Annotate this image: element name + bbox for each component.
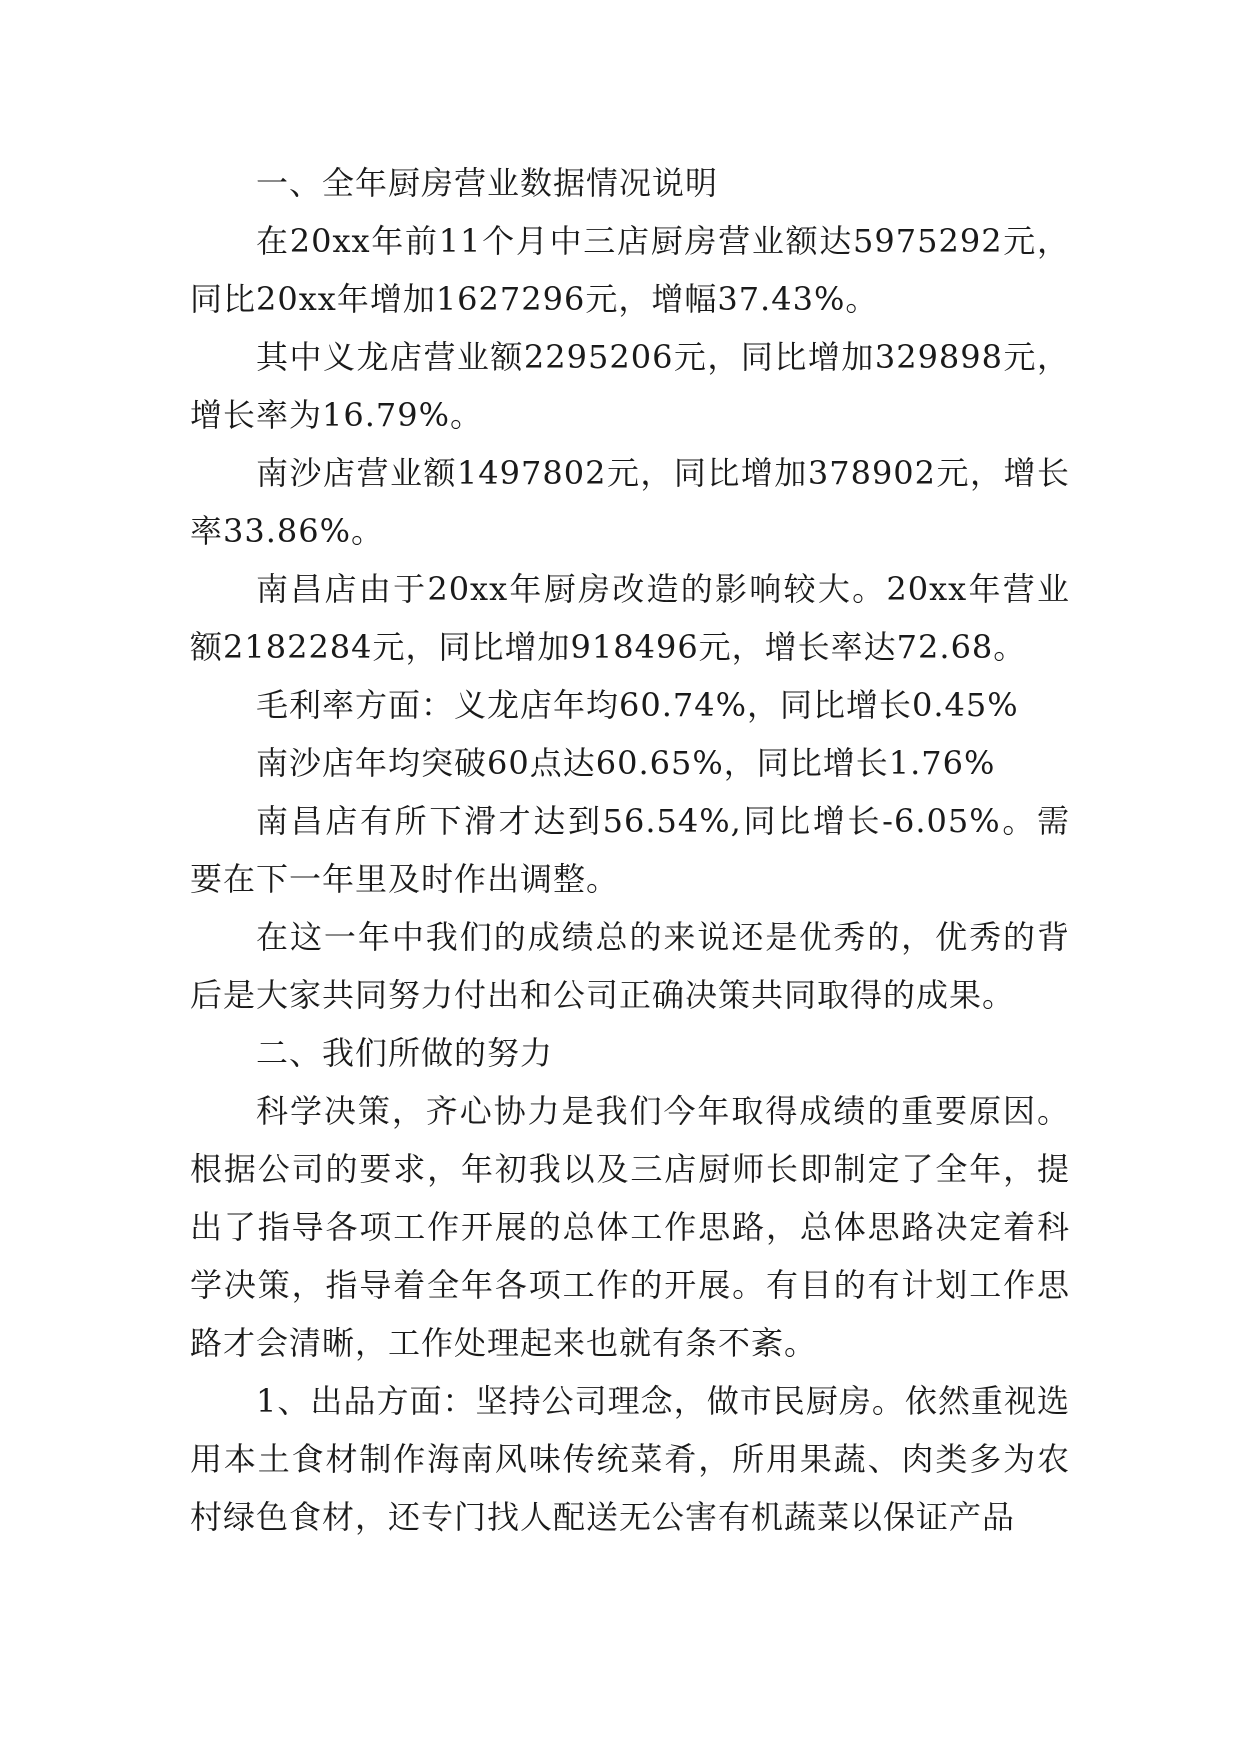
paragraph-total-revenue: 在20xx年前11个月中三店厨房营业额达5975292元，同比20xx年增加1627296元，增幅37.43%。 <box>190 222 1070 318</box>
section-heading-1: 一、全年厨房营业数据情况说明 <box>256 164 719 202</box>
paragraph-nansha-revenue: 南沙店营业额1497802元，同比增加378902元，增长率33.86%。 <box>190 454 1070 550</box>
paragraph-nanchang-revenue: 南昌店由于20xx年厨房改造的影响较大。20xx年营业额2182284元，同比增加918496元，增长率达72.68。 <box>190 570 1070 666</box>
paragraph-summary: 在这一年中我们的成绩总的来说还是优秀的，优秀的背后是大家共同努力付出和公司正确决策共同取得的成果。 <box>190 918 1070 1014</box>
section-heading-2: 二、我们所做的努力 <box>256 1034 554 1072</box>
paragraph-decision: 科学决策，齐心协力是我们今年取得成绩的重要原因。根据公司的要求，年初我以及三店厨师长即制定了全年，提出了指导各项工作开展的总体工作思路，总体思路决定着科学决策，指导着全年各项工作的开展。有目的有计划工作思路才会清晰，工作处理起来也就有条不紊。 <box>190 1092 1070 1362</box>
document-body <box>190 154 1070 1546</box>
paragraph-products: 1、出品方面：坚持公司理念，做市民厨房。依然重视选用本土食材制作海南风味传统菜肴，所用果蔬、肉类多为农村绿色食材，还专门找人配送无公害有机蔬菜以保证产品 <box>190 1382 1070 1536</box>
paragraph-yilong-revenue: 其中义龙店营业额2295206元，同比增加329898元，增长率为16.79%。 <box>190 338 1070 434</box>
paragraph-margin-nansha: 南沙店年均突破60点达60.65%，同比增长1.76% <box>256 744 996 782</box>
paragraph-margin-yilong: 毛利率方面：义龙店年均60.74%，同比增长0.45% <box>256 686 1019 724</box>
paragraph-margin-nanchang: 南昌店有所下滑才达到56.54%,同比增长-6.05%。需要在下一年里及时作出调整。 <box>190 802 1070 898</box>
